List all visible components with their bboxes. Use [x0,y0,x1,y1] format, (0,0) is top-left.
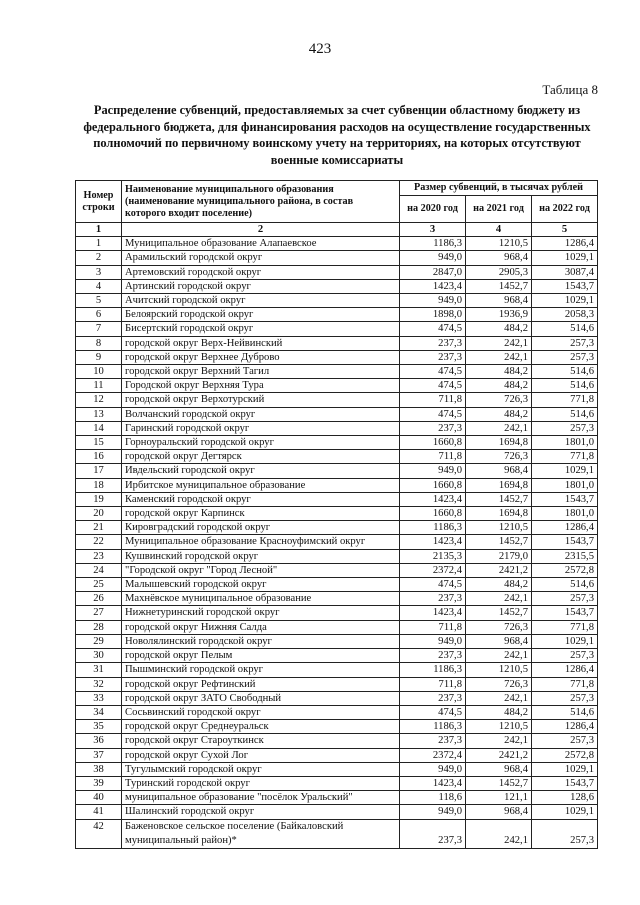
value-2020-cell: 237,3 [400,592,466,606]
header-year-2020: на 2020 год [400,196,466,223]
value-2021-cell: 484,2 [466,365,532,379]
value-2022-cell: 128,6 [532,791,598,805]
row-number-cell: 23 [76,549,122,563]
value-2022-cell: 1543,7 [532,776,598,790]
value-2022-cell: 2315,5 [532,549,598,563]
value-2021-cell: 968,4 [466,805,532,819]
value-2020-cell: 949,0 [400,294,466,308]
value-2022-cell: 2058,3 [532,308,598,322]
row-number-cell: 33 [76,691,122,705]
municipality-name-cell: Сосьвинский городской округ [122,705,400,719]
value-2020-cell: 2372,4 [400,748,466,762]
value-2022-cell: 1286,4 [532,720,598,734]
municipality-name-cell: Махнёвское муниципальное образование [122,592,400,606]
value-2021-cell: 1694,8 [466,436,532,450]
table-row [76,251,598,265]
row-number-cell: 42 [76,819,122,848]
value-2021-cell: 121,1 [466,791,532,805]
row-number-cell: 27 [76,606,122,620]
row-number-cell: 26 [76,592,122,606]
value-2021-cell: 1694,8 [466,507,532,521]
table-row [76,393,598,407]
municipality-name-cell: Муниципальное образование Красноуфимский округ [122,535,400,549]
municipality-name-cell: Кировградский городской округ [122,521,400,535]
value-2022-cell: 1543,7 [532,492,598,506]
municipality-name-cell: городской округ Среднеуральск [122,720,400,734]
municipality-name-cell: городской округ Верхотурский [122,393,400,407]
value-2020-cell: 1423,4 [400,492,466,506]
value-2022-cell: 771,8 [532,393,598,407]
table-row [76,478,598,492]
table-row [76,407,598,421]
table-row [76,379,598,393]
value-2021-cell: 2179,0 [466,549,532,563]
table-row [76,663,598,677]
value-2022-cell: 257,3 [532,691,598,705]
municipality-name-cell: Бисертский городской округ [122,322,400,336]
municipality-name-cell: городской округ Сухой Лог [122,748,400,762]
value-2022-cell: 514,6 [532,578,598,592]
value-2021-cell: 968,4 [466,251,532,265]
municipality-name-cell: Кушвинский городской округ [122,549,400,563]
table-row [76,805,598,819]
municipality-name-cell: Тугулымский городской округ [122,762,400,776]
table-row [76,521,598,535]
value-2020-cell: 237,3 [400,649,466,663]
municipality-name-cell: городской округ Верхний Тагил [122,365,400,379]
header-row-number: Номер строки [76,181,122,223]
table-row [76,421,598,435]
municipality-name-cell: Арамильский городской округ [122,251,400,265]
row-number-cell: 31 [76,663,122,677]
row-number-cell: 12 [76,393,122,407]
municipality-name-cell: Городской округ Верхняя Тура [122,379,400,393]
value-2021-cell: 1452,7 [466,606,532,620]
table-row [76,322,598,336]
value-2022-cell: 257,3 [532,421,598,435]
value-2022-cell: 257,3 [532,734,598,748]
value-2021-cell: 484,2 [466,379,532,393]
value-2020-cell: 474,5 [400,365,466,379]
municipality-name-cell: Каменский городской округ [122,492,400,506]
row-number-cell: 3 [76,265,122,279]
municipality-name-cell: городской округ Карпинск [122,507,400,521]
value-2021-cell: 726,3 [466,450,532,464]
value-2022-cell: 514,6 [532,705,598,719]
row-number-cell: 4 [76,279,122,293]
value-2020-cell: 711,8 [400,620,466,634]
column-index: 4 [466,223,532,237]
value-2021-cell: 242,1 [466,649,532,663]
table-row [76,677,598,691]
municipality-name-cell: Волчанский городской округ [122,407,400,421]
header-year-2021: на 2021 год [466,196,532,223]
value-2022-cell: 1286,4 [532,237,598,251]
value-2022-cell: 771,8 [532,620,598,634]
row-number-cell: 40 [76,791,122,805]
table-row [76,279,598,293]
value-2021-cell: 1936,9 [466,308,532,322]
municipality-name-cell: Гаринский городской округ [122,421,400,435]
value-2022-cell: 1029,1 [532,762,598,776]
row-number-cell: 19 [76,492,122,506]
value-2021-cell: 968,4 [466,762,532,776]
column-index: 5 [532,223,598,237]
value-2020-cell: 949,0 [400,464,466,478]
table-row [76,705,598,719]
value-2021-cell: 1210,5 [466,521,532,535]
value-2020-cell: 474,5 [400,407,466,421]
row-number-cell: 16 [76,450,122,464]
value-2022-cell: 2572,8 [532,748,598,762]
value-2022-cell: 2572,8 [532,563,598,577]
value-2022-cell: 1029,1 [532,805,598,819]
municipality-name-cell: Белоярский городской округ [122,308,400,322]
table-row [76,720,598,734]
value-2022-cell: 771,8 [532,450,598,464]
value-2021-cell: 2421,2 [466,748,532,762]
value-2022-cell: 1029,1 [532,251,598,265]
value-2020-cell: 1660,8 [400,436,466,450]
value-2020-cell: 2135,3 [400,549,466,563]
value-2020-cell: 949,0 [400,634,466,648]
row-number-cell: 9 [76,350,122,364]
table-row [76,436,598,450]
row-number-cell: 21 [76,521,122,535]
value-2020-cell: 949,0 [400,762,466,776]
table-row [76,634,598,648]
value-2020-cell: 237,3 [400,734,466,748]
table-row [76,649,598,663]
municipality-name-cell: Ирбитское муниципальное образование [122,478,400,492]
row-number-cell: 14 [76,421,122,435]
value-2021-cell: 1210,5 [466,237,532,251]
value-2021-cell: 726,3 [466,620,532,634]
table-row [76,563,598,577]
value-2021-cell: 1210,5 [466,720,532,734]
column-index: 2 [122,223,400,237]
value-2022-cell: 514,6 [532,365,598,379]
row-number-cell: 5 [76,294,122,308]
value-2021-cell: 242,1 [466,421,532,435]
municipality-name-cell: городской округ Староуткинск [122,734,400,748]
table-row [76,507,598,521]
table-row [76,549,598,563]
value-2022-cell: 1543,7 [532,279,598,293]
value-2022-cell: 1543,7 [532,535,598,549]
value-2021-cell: 726,3 [466,393,532,407]
value-2021-cell: 968,4 [466,294,532,308]
row-number-cell: 34 [76,705,122,719]
value-2022-cell: 1029,1 [532,464,598,478]
row-number-cell: 24 [76,563,122,577]
value-2021-cell: 968,4 [466,634,532,648]
table-row [76,464,598,478]
value-2020-cell: 1660,8 [400,478,466,492]
value-2020-cell: 474,5 [400,705,466,719]
value-2021-cell: 1452,7 [466,492,532,506]
column-index: 3 [400,223,466,237]
table-row [76,734,598,748]
value-2020-cell: 2372,4 [400,563,466,577]
value-2020-cell: 1660,8 [400,507,466,521]
value-2020-cell: 711,8 [400,450,466,464]
value-2020-cell: 1186,3 [400,663,466,677]
row-number-cell: 39 [76,776,122,790]
value-2021-cell: 242,1 [466,734,532,748]
value-2020-cell: 474,5 [400,322,466,336]
value-2022-cell: 1801,0 [532,507,598,521]
municipality-name-cell: Артинский городской округ [122,279,400,293]
value-2022-cell: 1286,4 [532,521,598,535]
value-2020-cell: 1186,3 [400,720,466,734]
value-2020-cell: 949,0 [400,251,466,265]
municipality-name-cell: Ачитский городской округ [122,294,400,308]
value-2020-cell: 1423,4 [400,535,466,549]
value-2020-cell: 711,8 [400,677,466,691]
row-number-cell: 22 [76,535,122,549]
value-2021-cell: 2905,3 [466,265,532,279]
municipality-name-cell: Ивдельский городской округ [122,464,400,478]
table-row [76,748,598,762]
table-row [76,365,598,379]
table-label: Таблица 8 [542,82,598,97]
value-2020-cell: 1423,4 [400,606,466,620]
municipality-name-cell: Пышминский городской округ [122,663,400,677]
value-2021-cell: 242,1 [466,350,532,364]
municipality-name-cell: городской округ Дегтярск [122,450,400,464]
value-2022-cell: 257,3 [532,649,598,663]
value-2020-cell: 237,3 [400,691,466,705]
value-2022-cell: 1801,0 [532,478,598,492]
value-2022-cell: 257,3 [532,819,598,848]
subvention-table [75,180,598,849]
value-2021-cell: 242,1 [466,336,532,350]
row-number-cell: 10 [76,365,122,379]
municipality-name-cell: Малышевский городской округ [122,578,400,592]
municipality-name-cell: городской округ Рефтинский [122,677,400,691]
table-row [76,294,598,308]
value-2021-cell: 1694,8 [466,478,532,492]
row-number-cell: 11 [76,379,122,393]
value-2021-cell: 242,1 [466,691,532,705]
value-2021-cell: 242,1 [466,819,532,848]
row-number-cell: 29 [76,634,122,648]
municipality-name-cell: Горноуральский городской округ [122,436,400,450]
municipality-name-cell: городской округ Нижняя Салда [122,620,400,634]
value-2021-cell: 1452,7 [466,535,532,549]
row-number-cell: 1 [76,237,122,251]
value-2020-cell: 1186,3 [400,521,466,535]
value-2022-cell: 1801,0 [532,436,598,450]
municipality-name-cell: муниципальное образование "посёлок Уральский" [122,791,400,805]
municipality-name-cell: городской округ ЗАТО Свободный [122,691,400,705]
value-2022-cell: 257,3 [532,336,598,350]
header-year-2022: на 2022 год [532,196,598,223]
row-number-cell: 6 [76,308,122,322]
row-number-cell: 15 [76,436,122,450]
document-title: Распределение субвенций, предоставляемых за счет субвенции областному бюджету из федерального бюджета, для финансирования расходов на осуществление государственных полномочий по первичному воинскому учету на территориях, на которых отсутствуют военные комиссариаты [83,103,591,167]
value-2020-cell: 949,0 [400,805,466,819]
table-row [76,791,598,805]
table-body [76,237,598,848]
row-number-cell: 20 [76,507,122,521]
value-2022-cell: 1286,4 [532,663,598,677]
header-subvention-size: Размер субвенций, в тысячах рублей [400,181,598,196]
value-2021-cell: 484,2 [466,578,532,592]
table-row [76,450,598,464]
value-2020-cell: 237,3 [400,336,466,350]
value-2020-cell: 237,3 [400,350,466,364]
value-2022-cell: 257,3 [532,592,598,606]
table-row [76,578,598,592]
municipality-name-cell: городской округ Верх-Нейвинский [122,336,400,350]
municipality-name-cell: Артемовский городской округ [122,265,400,279]
municipality-name-cell: "Городской округ "Город Лесной" [122,563,400,577]
municipality-name-cell: Баженовское сельское поселение (Байкаловский муниципальный район)* [122,819,400,848]
row-number-cell: 18 [76,478,122,492]
table-row [76,308,598,322]
table-row [76,265,598,279]
table-row [76,691,598,705]
municipality-name-cell: Новолялинский городской округ [122,634,400,648]
municipality-name-cell: городской округ Пелым [122,649,400,663]
row-number-cell: 8 [76,336,122,350]
value-2020-cell: 118,6 [400,791,466,805]
table-row [76,620,598,634]
row-number-cell: 28 [76,620,122,634]
column-index: 1 [76,223,122,237]
value-2021-cell: 484,2 [466,705,532,719]
value-2022-cell: 257,3 [532,350,598,364]
row-number-cell: 30 [76,649,122,663]
municipality-name-cell: Нижнетуринский городской округ [122,606,400,620]
value-2020-cell: 2847,0 [400,265,466,279]
value-2021-cell: 726,3 [466,677,532,691]
municipality-name-cell: городской округ Верхнее Дуброво [122,350,400,364]
table-row [76,535,598,549]
value-2020-cell: 1186,3 [400,237,466,251]
value-2022-cell: 1543,7 [532,606,598,620]
table-row [76,776,598,790]
row-number-cell: 32 [76,677,122,691]
value-2022-cell: 1029,1 [532,294,598,308]
table-row [76,819,598,848]
table-row [76,592,598,606]
value-2021-cell: 1210,5 [466,663,532,677]
row-number-cell: 2 [76,251,122,265]
value-2022-cell: 771,8 [532,677,598,691]
row-number-cell: 36 [76,734,122,748]
row-number-cell: 35 [76,720,122,734]
value-2021-cell: 242,1 [466,592,532,606]
table-row [76,606,598,620]
page-number: 423 [308,41,332,57]
value-2020-cell: 1423,4 [400,776,466,790]
value-2022-cell: 514,6 [532,407,598,421]
table-row [76,336,598,350]
table-row [76,762,598,776]
value-2020-cell: 711,8 [400,393,466,407]
value-2022-cell: 1029,1 [532,634,598,648]
row-number-cell: 25 [76,578,122,592]
value-2022-cell: 3087,4 [532,265,598,279]
table-row [76,492,598,506]
value-2021-cell: 484,2 [466,407,532,421]
row-number-cell: 13 [76,407,122,421]
value-2020-cell: 237,3 [400,421,466,435]
table-row [76,237,598,251]
value-2021-cell: 968,4 [466,464,532,478]
row-number-cell: 37 [76,748,122,762]
row-number-cell: 17 [76,464,122,478]
value-2022-cell: 514,6 [532,379,598,393]
row-number-cell: 41 [76,805,122,819]
row-number-cell: 7 [76,322,122,336]
value-2020-cell: 237,3 [400,819,466,848]
row-number-cell: 38 [76,762,122,776]
value-2020-cell: 474,5 [400,379,466,393]
value-2020-cell: 1898,0 [400,308,466,322]
value-2020-cell: 474,5 [400,578,466,592]
value-2021-cell: 2421,2 [466,563,532,577]
header-municipality: Наименование муниципального образования (наименование муниципального района, в состав которого входит поселение) [122,181,400,223]
value-2022-cell: 514,6 [532,322,598,336]
table-row [76,350,598,364]
value-2021-cell: 1452,7 [466,776,532,790]
municipality-name-cell: Муниципальное образование Алапаевское [122,237,400,251]
value-2021-cell: 484,2 [466,322,532,336]
municipality-name-cell: Шалинский городской округ [122,805,400,819]
value-2021-cell: 1452,7 [466,279,532,293]
value-2020-cell: 1423,4 [400,279,466,293]
municipality-name-cell: Туринский городской округ [122,776,400,790]
